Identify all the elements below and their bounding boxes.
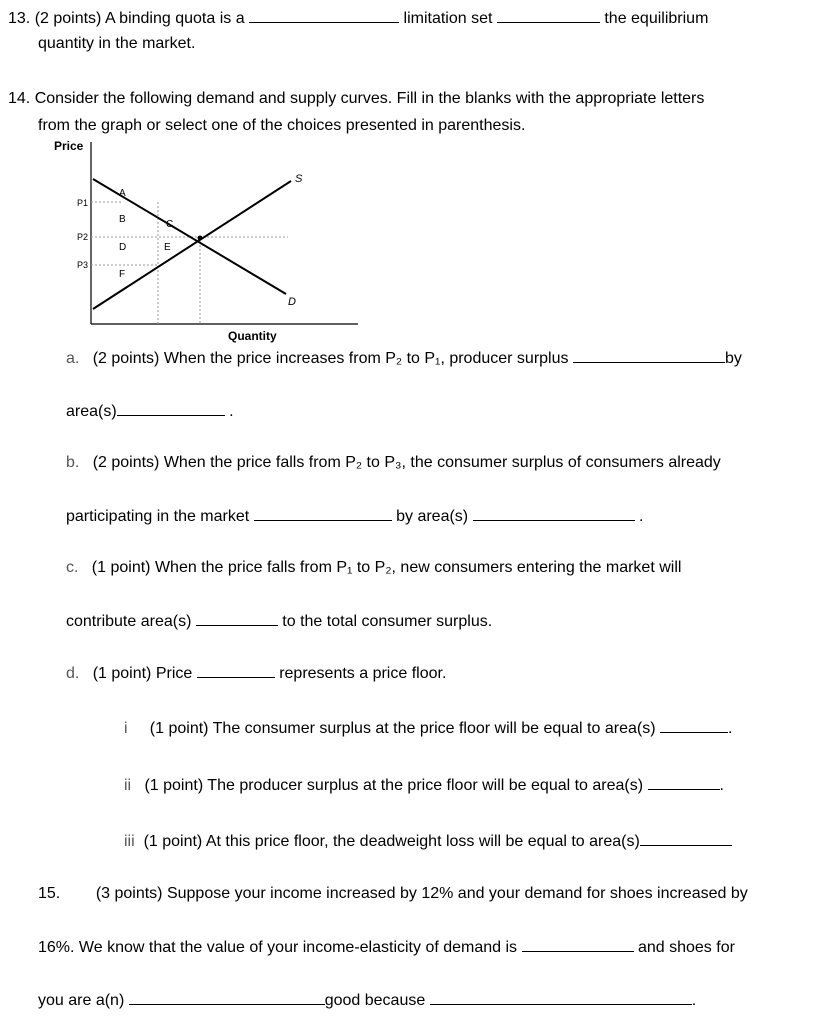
area-label-b: B: [119, 214, 126, 225]
q15-text-4: you are a(n): [38, 992, 125, 1009]
q14c-text-2: contribute area(s): [66, 613, 192, 630]
q15-text-3: and shoes for: [637, 939, 735, 956]
q14d-marker: d.: [66, 665, 80, 682]
area-label-e: E: [164, 242, 171, 253]
q14d-item-ii-text: (1 point) The producer surplus at the price floor will be equal to area(s): [144, 777, 644, 794]
q14d-item-iii: [124, 831, 732, 852]
q15-blank-3[interactable]: [430, 990, 692, 1005]
q14d-item-ii: [124, 775, 724, 796]
q15-text-1: (3 points) Suppose your income increased by 12% and your demand for shoes increased by: [95, 885, 748, 902]
q14a-line1: [66, 348, 742, 369]
q14c-text-1: (1 point) When the price falls from P₁ to P₂, new consumers entering the market will: [91, 559, 682, 576]
q14b-blank-1[interactable]: [254, 506, 392, 521]
q14d-item-iii-marker: iii: [124, 833, 135, 850]
q14a-marker: a.: [66, 350, 80, 367]
q15-text-5: good because: [324, 992, 426, 1009]
q13-line1: [8, 8, 708, 29]
q14b-text-1: (2 points) When the price falls from P₂ to P₃, the consumer surplus of consumers already: [92, 454, 721, 471]
price-label-p2: P2: [77, 232, 89, 242]
q15-number: 15.: [38, 885, 61, 902]
q14d-item-i-text: (1 point) The consumer surplus at the price floor will be equal to area(s): [149, 720, 656, 737]
q13-text-3: the equilibrium: [604, 10, 709, 27]
q13-line2: quantity in the market.: [38, 35, 196, 52]
q14d-item-iii-blank[interactable]: [640, 831, 732, 846]
area-label-f: F: [119, 269, 126, 280]
q14b-marker: b.: [66, 454, 80, 471]
q14b-line1: [66, 453, 721, 473]
q13-blank-1[interactable]: [249, 8, 399, 23]
q14b-line2: [66, 506, 644, 527]
q14d-item-i: [124, 718, 732, 739]
q14d-item-ii-marker: ii: [124, 777, 132, 794]
price-label-p3: P3: [77, 260, 89, 270]
q14b-blank-2[interactable]: [473, 506, 635, 521]
q14-line1: 14. Consider the following demand and supply curves. Fill in the blanks with the appropriate letters: [8, 90, 705, 107]
q14a-blank-1[interactable]: [573, 348, 725, 363]
y-axis-label: Price: [54, 139, 84, 153]
q14b-text-4: .: [639, 508, 644, 525]
q14a-text-3: area(s): [66, 403, 117, 420]
q14b-text-3: by area(s): [396, 508, 469, 525]
q14d-item-ii-blank[interactable]: [648, 775, 720, 790]
q14c-text-3: to the total consumer surplus.: [282, 613, 493, 630]
q14-line2: from the graph or select one of the choices presented in parenthesis.: [38, 117, 526, 134]
q14d-item-i-marker: i: [124, 720, 128, 737]
q15-text-2: 16%. We know that the value of your income-elasticity of demand is: [38, 939, 518, 956]
q14a-text-2: by: [724, 350, 742, 367]
area-label-d: D: [119, 242, 127, 253]
equilibrium-point: [198, 236, 203, 241]
q13-text-2: limitation set: [403, 10, 493, 27]
q13-text-1: 13. (2 points) A binding quota is a: [8, 10, 245, 27]
q14d-item-i-blank[interactable]: [660, 718, 728, 733]
q14d-text-1: (1 point) Price: [92, 665, 193, 682]
q15-blank-1[interactable]: [522, 937, 634, 952]
q14c-marker: c.: [66, 559, 79, 576]
area-label-a: A: [119, 188, 126, 199]
q14d-blank-1[interactable]: [197, 663, 275, 678]
q14c-line2: [66, 611, 492, 632]
q14d-text-2: represents a price floor.: [279, 665, 447, 682]
q15-text-6: .: [691, 992, 697, 1009]
q15-blank-2[interactable]: [129, 990, 325, 1005]
q15-line1: [38, 884, 748, 904]
q14d-item-iii-text: (1 point) At this price floor, the deadweight loss will be equal to area(s): [143, 833, 640, 850]
q14d-item-ii-end: .: [719, 777, 724, 794]
q14a-text-4: .: [229, 403, 234, 420]
q15-line3: [38, 990, 696, 1011]
x-axis-label: Quantity: [228, 329, 277, 343]
demand-label: D: [288, 296, 296, 308]
q14a-text-1: (2 points) When the price increases from P₂ to P₁, producer surplus: [92, 350, 569, 367]
q14d-line1: [66, 663, 446, 684]
q14a-line2: [66, 401, 234, 422]
q14c-blank-1[interactable]: [196, 611, 278, 626]
supply-demand-graph: [48, 134, 378, 344]
q14d-item-i-end: .: [727, 720, 733, 737]
q14a-blank-2[interactable]: [117, 401, 225, 416]
price-label-p1: P1: [77, 198, 89, 208]
q13-blank-2[interactable]: [497, 8, 600, 23]
area-label-c: C: [166, 219, 174, 230]
q14c-line1: [66, 558, 681, 578]
supply-label: S: [295, 173, 303, 185]
q15-line2: [38, 937, 735, 958]
q14b-text-2: participating in the market: [66, 508, 250, 525]
